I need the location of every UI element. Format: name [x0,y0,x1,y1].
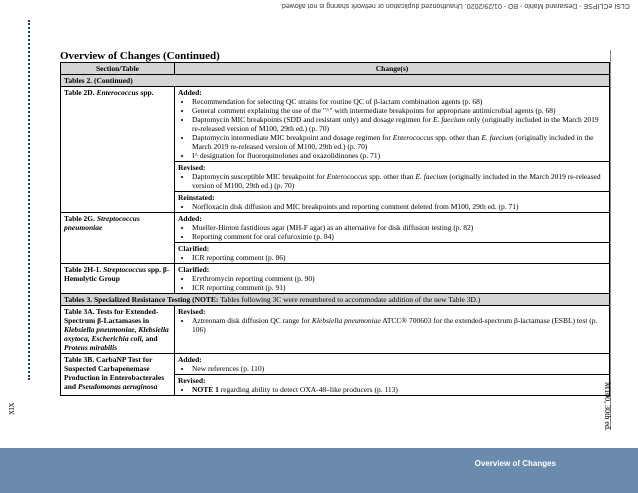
section-text: Table 2G. [64,214,97,223]
page-number: XIX [8,402,16,415]
table-row [61,213,610,243]
section-cell [61,354,175,396]
col-header-changes: Change(s) [175,63,610,75]
list-item: • Reporting comment for oral cefuroxime (p. 84) [192,232,606,241]
change-list [178,223,606,241]
change-list [178,274,606,292]
group-row [61,294,610,306]
change-list [178,316,606,334]
change-list [178,253,606,262]
list-item: • Mueller-Hinton fastidious agar (MH-F agar) as an alternative for disk diffusion testing (p. 82) [192,223,606,232]
revised-heading: Revised: [178,163,206,172]
section-text: Table 3A. Tests for Extended-Spectrum β-Lactamases in [64,307,159,325]
item-text: spp. other than [433,133,482,142]
revised-heading: Revised: [178,376,206,385]
group-heading-text: Tables 3. Specialized Resistance Testing ( [64,295,195,304]
item-text-italic: E. faecium [415,172,448,181]
section-text-italic: Pseudomonas aeruginosa [77,382,158,391]
changes-cell [175,354,610,375]
section-cell [61,213,175,264]
changes-cell [175,264,610,294]
changes-cell [175,192,610,213]
list-item [192,133,606,151]
list-item [192,385,606,394]
item-text: ATCC® 700603 for the extended-spectrum β-lactamase (ESBL) test (p. 106) [192,316,598,334]
changes-cell [175,243,610,264]
page-title: Overview of Changes (Continued) [60,50,220,62]
item-text: Daptomycin susceptible MIC breakpoint for [192,172,327,181]
section-cell [61,306,175,354]
revised-heading: Revised: [178,307,206,316]
item-text: spp. other than [367,172,416,181]
section-text: Table 2H-1. [64,265,104,274]
changes-table [60,62,610,396]
list-item: • ICR reporting comment (p. 91) [192,283,606,292]
section-text-italic: Streptococcus [103,265,147,274]
list-item: • Erythromycin reporting comment (p. 90) [192,274,606,283]
added-heading: Added: [178,355,202,364]
changes-cell [175,213,610,243]
added-heading: Added: [178,88,202,97]
group-heading [61,294,610,306]
item-text-italic: Enterococcus [392,133,434,142]
edition-label: M100, 30th ed. [603,382,612,431]
table-row [61,87,610,162]
group-heading-text: Tables following 3C were renumbered to accommodate addition of the new Table 3D.) [218,295,481,304]
reinstated-heading: Reinstated: [178,193,215,202]
list-item: • New references (p. 110) [192,364,606,373]
section-text-italic: Proteus mirabilis [64,343,118,352]
section-text-italic: Klebsiella pneumoniae, Klebsiella oxytoca, Escherichia coli, [64,325,169,343]
section-text: Table 2D. [64,88,97,97]
copyright-watermark: CLSI eCLIPSE - Desiarand Mahlo - BO - 01/29/2020. Unauthorized duplication or network sharing is not allowed. [280,2,630,9]
added-heading: Added: [178,214,202,223]
list-item [192,316,606,334]
group-row [61,75,610,87]
item-text-italic: E. faecium [481,133,514,142]
table-row [61,354,610,375]
table-row [61,264,610,294]
item-text: only (originally included in the March 2019 re-released version of M100, 29th ed.) (p. 70) [192,115,599,133]
section-text: and [143,334,158,343]
item-text: (originally included in the March 2019 re-released version of M100, 29th ed.) (p. 70) [192,133,594,151]
table-row [61,306,610,354]
list-item: • Norfloxacin disk diffusion and MIC breakpoints and reporting comment deleted from M100, 29th ed. (p. 71) [192,202,606,211]
item-text-italic: Enterococcus [326,172,368,181]
item-text: regarding ability to detect OXA-48–like producers (p. 113) [218,385,398,394]
item-text: Daptomycin intermediate MIC breakpoint and dosage regimen for [192,133,393,142]
footer-label: Overview of Changes [474,459,556,468]
group-heading-note: NOTE: [194,295,219,304]
section-text: spp. [138,88,154,97]
list-item [192,172,606,190]
item-text-bold: NOTE 1 [192,385,219,394]
clarified-heading: Clarified: [178,265,210,274]
section-text-italic: Streptococcus pneumoniae [64,214,140,232]
item-text: Aztreonam disk diffusion QC range for [192,316,312,325]
section-cell [61,264,175,294]
footer-band [0,448,638,493]
section-text: spp. β-Hemolytic Group [64,265,170,283]
list-item [192,115,606,133]
change-list [178,364,606,373]
item-text: (originally included in the March 2019 re-released version of M100, 29th ed.) (p. 70) [192,172,601,190]
section-cell [61,87,175,213]
item-text-italic: E. faecium [433,115,466,124]
clarified-heading: Clarified: [178,244,210,253]
changes-cell [175,162,610,192]
list-item: • General comment explaining the use of the "^" with intermediate breakpoints for appropriate antimicrobial agents (p. 68) [192,106,606,115]
list-item: • I^ designation for fluoroquinolones and oxazolidinones (p. 71) [192,151,606,160]
changes-cell [175,87,610,162]
change-list [178,172,606,190]
col-header-section: Section/Table [61,63,175,75]
right-margin-rule [610,50,611,430]
change-list [178,385,606,394]
list-item: • ICR reporting comment (p. 86) [192,253,606,262]
section-text: Table 3B. CarbaNP Test for Suspected Carbapenemase Production in Enterobacterales and [64,355,165,391]
changes-cell [175,306,610,354]
table-header-row [61,63,610,75]
item-text: Daptomycin MIC breakpoints (SDD and resistant only) and dosage regimen for [192,115,433,124]
change-list [178,97,606,160]
changes-cell [175,375,610,396]
dotted-margin-rule [28,20,30,380]
section-text-italic: Enterococcus [96,88,139,97]
list-item: • Recommendation for selecting QC strains for routine QC of β-lactam combination agents (p. 68) [192,97,606,106]
item-text-italic: Klebsiella pneumoniae [311,316,381,325]
change-list [178,202,606,211]
group-heading: Tables 2. (Continued) [61,75,610,87]
